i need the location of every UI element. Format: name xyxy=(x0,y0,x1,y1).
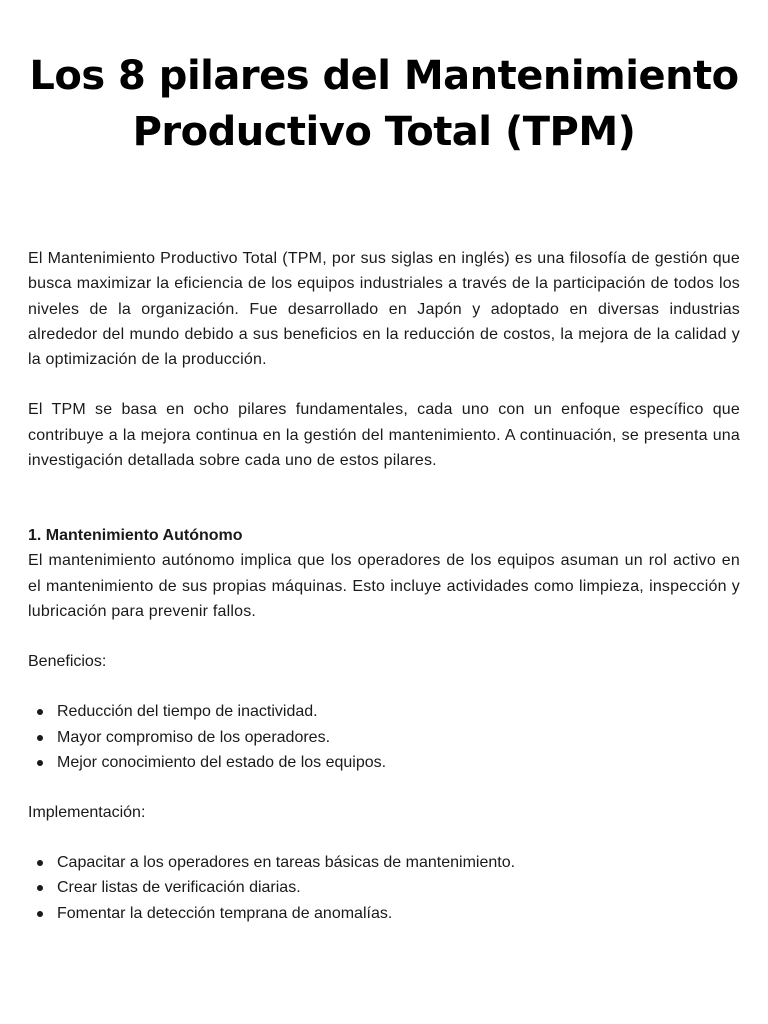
benefits-list xyxy=(28,699,740,775)
list-item-text: Crear listas de verificación diarias. xyxy=(57,879,301,897)
list-item xyxy=(57,725,740,750)
bullet-icon xyxy=(37,860,43,866)
list-item-text: Capacitar a los operadores en tareas básicas de mantenimiento. xyxy=(57,854,516,872)
title-line-1: Los 8 pilares del Mantenimiento xyxy=(29,53,739,99)
section-description: El mantenimiento autónomo implica que los operadores de los equipos asuman un rol activo en el mantenimiento de sus propias máquinas. Esto incluye actividades como limpieza, inspección y lubricación para prevenir fallos. xyxy=(28,552,740,620)
list-item-text: Fomentar la detección temprana de anomalías. xyxy=(57,904,393,922)
document-title xyxy=(28,48,740,160)
title-line-2: Productivo Total (TPM) xyxy=(132,109,636,155)
list-item-text: Reducción del tiempo de inactividad. xyxy=(57,703,318,721)
implementation-list xyxy=(28,850,740,926)
bullet-icon xyxy=(37,760,43,766)
list-item xyxy=(57,901,740,926)
benefits-label: Beneficios: xyxy=(28,653,107,671)
list-item-text: Mayor compromiso de los operadores. xyxy=(57,728,331,746)
bullet-icon xyxy=(37,709,43,715)
list-item xyxy=(57,699,740,724)
list-item xyxy=(57,875,740,900)
bullet-icon xyxy=(37,735,43,741)
list-item xyxy=(57,750,740,775)
implementation-label: Implementación: xyxy=(28,804,146,822)
bullet-icon xyxy=(37,885,43,891)
list-item xyxy=(57,850,740,875)
bullet-icon xyxy=(37,911,43,917)
intro-section xyxy=(28,246,740,473)
intro-paragraph-1: El Mantenimiento Productivo Total (TPM, por sus siglas en inglés) es una filosofía de gestión que busca maximizar la eficiencia de los equipos industriales a través de la participación de todos los niveles de la organización. Fue desarrollado en Japón y adoptado en diversas industrias alrededor del mundo debido a sus beneficios en la reducción de costos, la mejora de la calidad y la optimización de la producción. xyxy=(28,250,740,369)
list-item-text: Mejor conocimiento del estado de los equipos. xyxy=(57,753,387,771)
section-heading: 1. Mantenimiento Autónomo xyxy=(28,527,243,545)
intro-paragraph-2: El TPM se basa en ocho pilares fundamentales, cada uno con un enfoque específico que contribuye a la mejora continua en la gestión del mantenimiento. A continuación, se presenta una investigación detallada sobre cada uno de estos pilares. xyxy=(28,401,740,470)
